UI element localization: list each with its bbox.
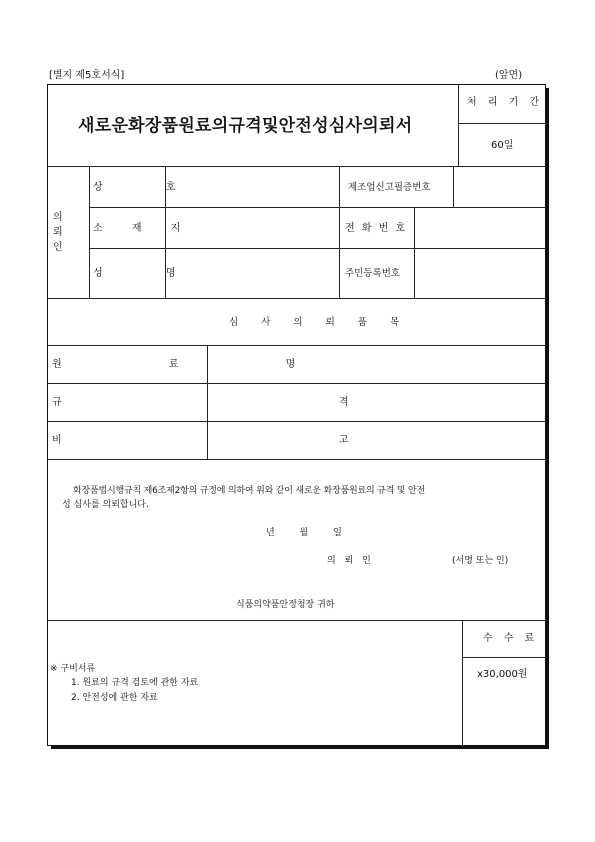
address-field[interactable] [166,208,338,247]
declaration-bottom-rule [47,620,546,621]
requester-group-char-2: 뢰 [53,227,63,238]
specification-field[interactable] [208,384,545,420]
name-label: 성 명 [93,268,206,279]
processing-period-label: 처 리 기 간 [467,97,544,108]
requester-group-char-1: 의 [53,212,63,223]
declaration-line-1: 화장품법시행규칙 제6조제2항의 규정에 의하여 위와 같이 새로운 화장품원료의 규격 및 안전 [73,486,425,496]
company-label: 상 호 [93,182,206,193]
fee-divider [462,620,463,746]
report-no-field[interactable] [454,167,545,206]
item-label-specification: 규 격 [52,397,486,408]
frame-shadow-right [546,88,549,749]
resident-no-field[interactable] [415,249,545,297]
item-label-ingredient-name: 원 료 명 [52,359,348,370]
form-title: 새로운화장품원료의규격및안전성심사의뢰서 [78,116,413,136]
resident-no-label: 주민등록번호 [345,268,401,279]
form-number: [별지 제5호서식] [49,70,125,81]
date-line: 년 월 일 [266,528,353,538]
fee-split [462,657,546,658]
requester-bottom-rule [47,298,546,299]
company-field[interactable] [166,167,338,206]
addressee: 식품의약품안정청장 귀하 [236,600,335,610]
requester-label-divider [89,166,90,298]
remarks-field[interactable] [208,422,545,458]
applicant-label: 의 뢰 인 [327,556,374,566]
signature-label: (서명 또는 인) [452,556,509,566]
requester-mid-divider [339,166,340,298]
processing-split [458,123,546,124]
items-bottom-rule [47,459,546,460]
attachment-item-2: 2. 안전성에 관한 자료 [71,693,158,703]
declaration-line-2: 성 심사를 의뢰합니다. [62,500,149,510]
fee-label: 수 수 료 [483,633,539,644]
fee-value: x30,000원 [477,669,528,680]
name-field[interactable] [166,249,338,297]
address-label: 소 재 지 [93,223,194,234]
frame-shadow-bottom [51,746,549,749]
ingredient-name-field[interactable] [208,346,545,382]
item-label-remarks: 비 고 [52,435,486,446]
report-no-label: 제조업신고필증번호 [348,182,431,193]
processing-period-value: 60일 [491,140,514,151]
phone-label: 전 화 번 호 [345,223,408,234]
requester-group-char-3: 인 [53,242,63,253]
page-side-label: (앞면) [495,70,523,81]
phone-field[interactable] [415,208,545,247]
items-header: 심 사 의 뢰 품 목 [229,317,410,328]
processing-divider [458,84,459,166]
attachments-title: ※ 구비서류 [50,664,96,674]
attachment-item-1: 1. 원료의 규격 검토에 관한 자료 [71,678,199,688]
